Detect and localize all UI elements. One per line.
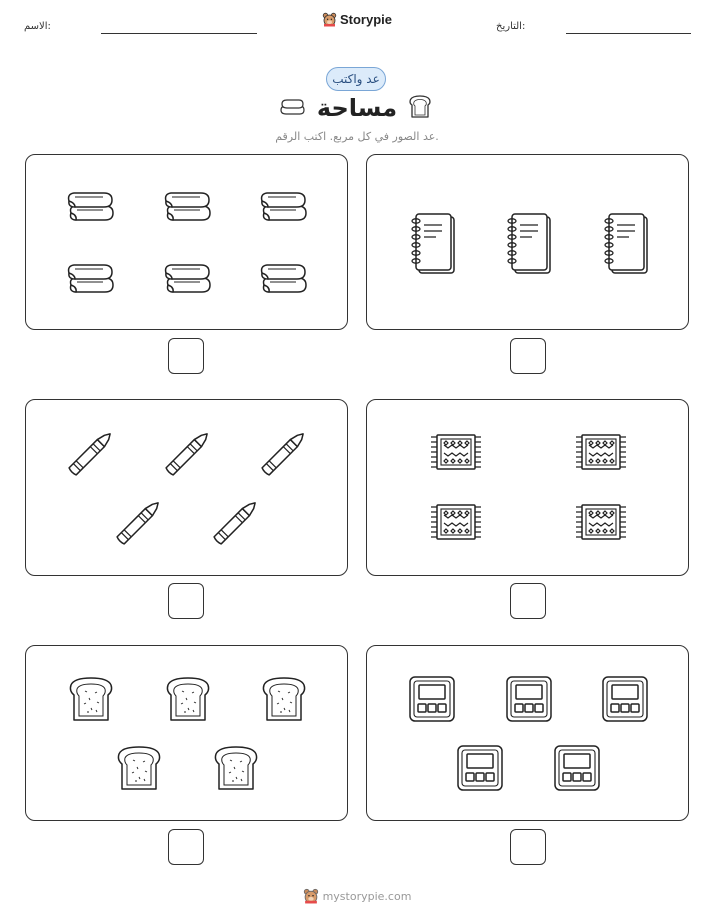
notebook-grid <box>367 155 690 331</box>
count-panel-crayons <box>25 399 348 576</box>
page-title: مساحة <box>316 94 398 122</box>
towel-icon <box>166 265 210 292</box>
answer-box-rugs[interactable] <box>510 583 546 619</box>
rug-icon <box>431 435 481 469</box>
calculator-icon <box>410 677 454 721</box>
rug-icon <box>576 505 626 539</box>
bear-icon <box>303 888 319 904</box>
footer-url: mystorypie.com <box>322 890 412 903</box>
towel-icon <box>262 193 306 220</box>
crayon-icon <box>213 499 258 544</box>
brand-logo <box>0 12 714 27</box>
notebook-icon <box>605 214 647 273</box>
bread-icon <box>118 747 159 789</box>
bread-grid <box>26 646 349 822</box>
name-label: الاسم: <box>24 21 51 32</box>
date-label: التاريخ: <box>496 21 526 32</box>
crayon-icon <box>165 430 210 475</box>
towel-icon <box>69 193 113 220</box>
rug-icon <box>431 505 481 539</box>
answer-box-notebooks[interactable] <box>510 338 546 374</box>
calculator-grid <box>367 646 690 822</box>
date-line[interactable] <box>566 33 691 34</box>
rug-icon <box>576 435 626 469</box>
towel-icon <box>69 265 113 292</box>
footer <box>0 888 714 904</box>
count-panel-bread <box>25 645 348 821</box>
bread-icon <box>215 747 256 789</box>
bread-icon <box>407 94 433 120</box>
brand-name: Storypie <box>339 12 392 27</box>
notebook-icon <box>412 214 454 273</box>
calculator-icon <box>555 746 599 790</box>
answer-box-calculators[interactable] <box>510 829 546 865</box>
count-panel-calculators <box>366 645 689 821</box>
notebook-icon <box>508 214 550 273</box>
crayon-icon <box>68 430 113 475</box>
count-panel-rugs <box>366 399 689 576</box>
name-line[interactable] <box>101 33 257 34</box>
bread-icon <box>263 678 304 720</box>
crayon-grid <box>26 400 349 577</box>
answer-box-bread[interactable] <box>168 829 204 865</box>
count-panel-notebooks <box>366 154 689 330</box>
towel-grid <box>26 155 349 331</box>
bear-icon <box>322 12 337 27</box>
bread-icon <box>167 678 208 720</box>
calculator-icon <box>507 677 551 721</box>
answer-box-crayons[interactable] <box>168 583 204 619</box>
calculator-icon <box>603 677 647 721</box>
answer-box-towels[interactable] <box>168 338 204 374</box>
crayon-icon <box>116 499 161 544</box>
crayon-icon <box>261 430 306 475</box>
instructions: عد الصور في كل مربع. اكتب الرقم. <box>275 130 439 143</box>
count-panel-towels <box>25 154 348 330</box>
towel-icon <box>166 193 210 220</box>
bread-icon <box>70 678 111 720</box>
towel-icon <box>262 265 306 292</box>
calculator-icon <box>458 746 502 790</box>
activity-badge: عد واكتب <box>326 67 386 91</box>
rug-grid <box>367 400 690 577</box>
